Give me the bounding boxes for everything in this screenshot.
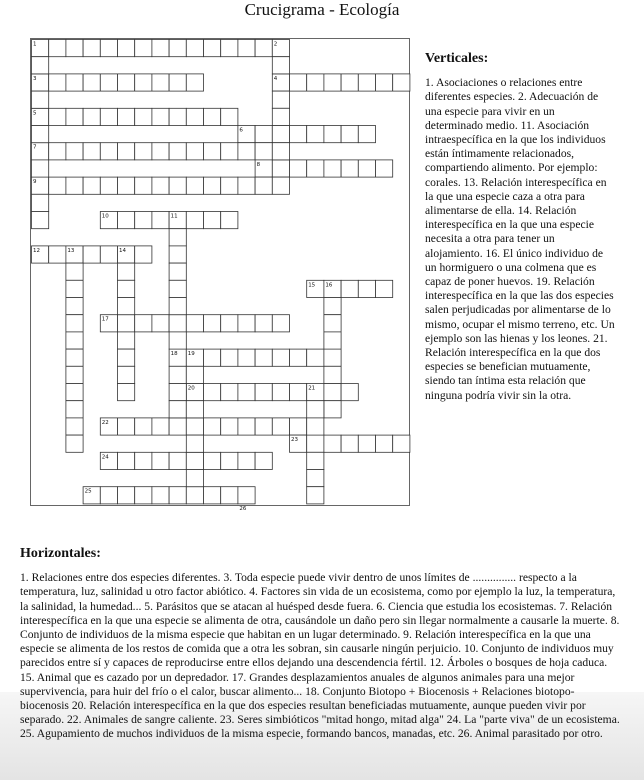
grid-cell[interactable] bbox=[49, 143, 66, 160]
grid-cell[interactable] bbox=[118, 349, 135, 366]
grid-cell[interactable] bbox=[66, 40, 83, 57]
clue-number: 20 bbox=[187, 385, 195, 392]
grid-cell[interactable] bbox=[358, 160, 375, 177]
grid-cell[interactable] bbox=[135, 487, 152, 504]
grid-cell[interactable] bbox=[169, 452, 186, 469]
grid-cell[interactable] bbox=[118, 452, 135, 469]
grid-cell[interactable] bbox=[324, 366, 341, 383]
grid-cell[interactable] bbox=[255, 143, 272, 160]
grid-cell[interactable] bbox=[358, 280, 375, 297]
clue-number: 23 bbox=[291, 437, 298, 444]
grid-cell[interactable] bbox=[186, 212, 203, 229]
grid-cell[interactable] bbox=[66, 280, 83, 297]
grid-cell[interactable] bbox=[186, 401, 203, 418]
grid-cell[interactable] bbox=[32, 194, 49, 211]
grid-cell[interactable] bbox=[152, 74, 169, 91]
grid-cell[interactable] bbox=[66, 435, 83, 452]
grid-cell[interactable] bbox=[49, 74, 66, 91]
grid-cell[interactable] bbox=[341, 384, 358, 401]
grid-cell[interactable] bbox=[255, 40, 272, 57]
grid-cell[interactable] bbox=[221, 177, 238, 194]
grid-cell[interactable] bbox=[32, 126, 49, 143]
grid-cell[interactable] bbox=[307, 418, 324, 435]
grid-cell[interactable] bbox=[169, 40, 186, 57]
grid-cell[interactable] bbox=[307, 470, 324, 487]
grid-cell[interactable] bbox=[118, 298, 135, 315]
grid-cell[interactable] bbox=[341, 160, 358, 177]
grid-cell[interactable] bbox=[118, 108, 135, 125]
grid-cell[interactable] bbox=[83, 143, 100, 160]
grid-cell[interactable] bbox=[204, 487, 221, 504]
grid-cell[interactable] bbox=[376, 160, 393, 177]
grid-cell[interactable] bbox=[255, 315, 272, 332]
grid-cell[interactable] bbox=[135, 74, 152, 91]
grid-cell[interactable] bbox=[290, 384, 307, 401]
clue-number: 10 bbox=[101, 213, 109, 220]
grid-cell[interactable] bbox=[169, 143, 186, 160]
grid-cell[interactable] bbox=[272, 177, 289, 194]
grid-cell[interactable] bbox=[204, 315, 221, 332]
grid-cell[interactable] bbox=[152, 143, 169, 160]
grid-cell[interactable] bbox=[238, 349, 255, 366]
grid-cell[interactable] bbox=[32, 212, 49, 229]
grid-cell[interactable] bbox=[152, 212, 169, 229]
grid-cell[interactable] bbox=[135, 40, 152, 57]
grid-cell[interactable] bbox=[152, 177, 169, 194]
grid-cell[interactable] bbox=[169, 74, 186, 91]
grid-cell[interactable] bbox=[100, 143, 117, 160]
grid-cell[interactable] bbox=[66, 143, 83, 160]
clue-number: 19 bbox=[187, 351, 195, 358]
grid-cell[interactable] bbox=[135, 108, 152, 125]
grid-cell[interactable] bbox=[238, 452, 255, 469]
grid-cell[interactable] bbox=[118, 74, 135, 91]
grid-cell[interactable] bbox=[169, 246, 186, 263]
grid-cell[interactable] bbox=[324, 298, 341, 315]
grid-cell[interactable] bbox=[100, 108, 117, 125]
grid-cell[interactable] bbox=[290, 160, 307, 177]
grid-cell[interactable] bbox=[186, 435, 203, 452]
clue-number: 21 bbox=[308, 385, 316, 392]
grid-cell[interactable] bbox=[255, 384, 272, 401]
grid-cell[interactable] bbox=[307, 401, 324, 418]
grid-cell[interactable] bbox=[186, 470, 203, 487]
grid-cell[interactable] bbox=[221, 384, 238, 401]
grid-cell[interactable] bbox=[307, 487, 324, 504]
grid-cell[interactable] bbox=[376, 280, 393, 297]
grid-cell[interactable] bbox=[255, 177, 272, 194]
grid-cell[interactable] bbox=[118, 418, 135, 435]
grid-cell[interactable] bbox=[324, 332, 341, 349]
grid-cell[interactable] bbox=[324, 384, 341, 401]
grid-cell[interactable] bbox=[118, 487, 135, 504]
grid-cell[interactable] bbox=[324, 401, 341, 418]
page-title: Crucigrama - Ecología bbox=[244, 0, 400, 19]
grid-cell[interactable] bbox=[135, 212, 152, 229]
clue-number: 15 bbox=[308, 282, 316, 289]
grid-cell[interactable] bbox=[272, 108, 289, 125]
clue-number: 22 bbox=[101, 419, 109, 426]
grid-cell[interactable] bbox=[324, 315, 341, 332]
grid-cell[interactable] bbox=[221, 143, 238, 160]
grid-cell[interactable] bbox=[66, 263, 83, 280]
grid-cell[interactable] bbox=[186, 177, 203, 194]
grid-cell[interactable] bbox=[358, 74, 375, 91]
clue-number: 16 bbox=[325, 282, 333, 289]
grid-cell[interactable] bbox=[272, 349, 289, 366]
grid-cell[interactable] bbox=[118, 384, 135, 401]
grid-cell[interactable] bbox=[83, 74, 100, 91]
grid-cell[interactable] bbox=[135, 143, 152, 160]
grid-cell[interactable] bbox=[100, 40, 117, 57]
grid-cell[interactable] bbox=[186, 315, 203, 332]
grid-cell[interactable] bbox=[83, 108, 100, 125]
clue-number: 4 bbox=[273, 75, 278, 82]
grid-cell[interactable] bbox=[186, 40, 203, 57]
clue-number: 25 bbox=[84, 488, 92, 495]
clue-number: 6 bbox=[239, 127, 243, 134]
grid-cell[interactable] bbox=[49, 108, 66, 125]
grid-cell[interactable] bbox=[32, 91, 49, 108]
grid-cell[interactable] bbox=[83, 246, 100, 263]
horizontal-clues bbox=[20, 547, 620, 742]
grid-cell[interactable] bbox=[169, 177, 186, 194]
grid-cell[interactable] bbox=[341, 435, 358, 452]
grid-cell[interactable] bbox=[186, 487, 203, 504]
clue-number: 26 bbox=[239, 505, 247, 512]
grid-cell[interactable] bbox=[272, 91, 289, 108]
grid-cell[interactable] bbox=[152, 315, 169, 332]
grid-cell[interactable] bbox=[169, 332, 186, 349]
grid-cell[interactable] bbox=[186, 366, 203, 383]
clue-number: 17 bbox=[101, 316, 109, 323]
grid-cell[interactable] bbox=[66, 332, 83, 349]
grid-cell[interactable] bbox=[66, 401, 83, 418]
grid-cell[interactable] bbox=[255, 349, 272, 366]
crossword-grid bbox=[30, 38, 410, 512]
grid-cell[interactable] bbox=[100, 74, 117, 91]
grid-cell[interactable] bbox=[186, 143, 203, 160]
grid-cell[interactable] bbox=[49, 246, 66, 263]
grid-cell[interactable] bbox=[221, 315, 238, 332]
vertical-heading: Verticales: bbox=[425, 51, 489, 66]
grid-cell[interactable] bbox=[152, 452, 169, 469]
clue-number: 3 bbox=[33, 75, 37, 82]
grid-cell[interactable] bbox=[204, 108, 221, 125]
grid-cell[interactable] bbox=[393, 435, 410, 452]
grid-cell[interactable] bbox=[169, 229, 186, 246]
grid-cell[interactable] bbox=[135, 246, 152, 263]
vertical-clues bbox=[425, 52, 615, 403]
grid-cell[interactable] bbox=[307, 349, 324, 366]
grid-cell[interactable] bbox=[221, 418, 238, 435]
grid-cell[interactable] bbox=[32, 57, 49, 74]
grid-cell[interactable] bbox=[152, 418, 169, 435]
clue-number: 18 bbox=[170, 351, 178, 358]
grid-cell[interactable] bbox=[238, 177, 255, 194]
vertical-clue-text: 1. Asociaciones o relaciones entre diferentes especies. 2. Adecuación de una especie para vivir en un determinado medio. 11. Asociación intraespecífica en la que los individuos están íntimamente relacionados, compartiendo alimento. Por ejemplo: corales. 13. Relación interespecífica en la que una especie caza a otra para alimentarse de ella. 14. Relación interespecífica en la que una especie necesita a otra para tener un alojamiento. 16. El único individuo de un hormiguero o una colmena que es capaz de poner huevos. 19. Relación interespecífica en la que las dos especies salen perjudicadas por alimentarse de lo mismo, ocupar el mismo terreno, etc. Un ejemplo son las hienas y los leones. 21. Relación interespecífica en la que dos especies se benefician mutuamente, siendo tan íntima esta relación que ninguna podría vivir sin la otra. bbox=[425, 76, 615, 402]
clue-number: 12 bbox=[33, 247, 40, 254]
grid-cell[interactable] bbox=[238, 143, 255, 160]
grid-cell[interactable] bbox=[118, 315, 135, 332]
grid-cell[interactable] bbox=[169, 401, 186, 418]
grid-cell[interactable] bbox=[238, 487, 255, 504]
grid-cell[interactable] bbox=[66, 418, 83, 435]
grid-cell[interactable] bbox=[221, 349, 238, 366]
grid-cell[interactable] bbox=[376, 74, 393, 91]
grid-cell[interactable] bbox=[204, 384, 221, 401]
clue-number: 5 bbox=[33, 110, 37, 117]
grid-cell[interactable] bbox=[238, 418, 255, 435]
grid-cell[interactable] bbox=[66, 74, 83, 91]
grid-cell[interactable] bbox=[66, 349, 83, 366]
clue-number: 8 bbox=[256, 161, 261, 168]
grid-cell[interactable] bbox=[307, 160, 324, 177]
grid-cell[interactable] bbox=[324, 435, 341, 452]
grid-cell[interactable] bbox=[255, 418, 272, 435]
grid-cell[interactable] bbox=[358, 126, 375, 143]
grid-cell[interactable] bbox=[169, 298, 186, 315]
grid-cell[interactable] bbox=[290, 418, 307, 435]
grid-cell[interactable] bbox=[307, 126, 324, 143]
grid-cell[interactable] bbox=[100, 246, 117, 263]
grid-cell[interactable] bbox=[358, 435, 375, 452]
grid-cell[interactable] bbox=[221, 212, 238, 229]
grid-cell[interactable] bbox=[118, 143, 135, 160]
grid-cell[interactable] bbox=[83, 177, 100, 194]
clue-number: 7 bbox=[33, 144, 37, 151]
grid-cell[interactable] bbox=[204, 418, 221, 435]
grid-cell[interactable] bbox=[221, 487, 238, 504]
grid-cell[interactable] bbox=[169, 384, 186, 401]
clue-number: 1 bbox=[33, 41, 37, 48]
grid-cell[interactable] bbox=[66, 298, 83, 315]
grid-cell[interactable] bbox=[290, 74, 307, 91]
grid-cell[interactable] bbox=[204, 143, 221, 160]
grid-cell[interactable] bbox=[221, 40, 238, 57]
grid-cell[interactable] bbox=[238, 384, 255, 401]
grid-cell[interactable] bbox=[272, 143, 289, 160]
grid-cell[interactable] bbox=[272, 384, 289, 401]
grid-cell[interactable] bbox=[324, 349, 341, 366]
grid-cell[interactable] bbox=[221, 452, 238, 469]
grid-cell[interactable] bbox=[307, 435, 324, 452]
clue-number: 2 bbox=[273, 41, 278, 48]
grid-cell[interactable] bbox=[204, 212, 221, 229]
crossword-grid-svg bbox=[31, 39, 411, 512]
grid-cell[interactable] bbox=[272, 57, 289, 74]
grid-cell[interactable] bbox=[272, 315, 289, 332]
grid-cell[interactable] bbox=[32, 160, 49, 177]
grid-cell[interactable] bbox=[307, 452, 324, 469]
grid-cell[interactable] bbox=[152, 108, 169, 125]
clue-number: 13 bbox=[67, 247, 75, 254]
grid-cell[interactable] bbox=[324, 74, 341, 91]
grid-cell[interactable] bbox=[152, 40, 169, 57]
grid-cell[interactable] bbox=[204, 349, 221, 366]
grid-cell[interactable] bbox=[118, 40, 135, 57]
grid-cell[interactable] bbox=[169, 108, 186, 125]
grid-cell[interactable] bbox=[376, 435, 393, 452]
clue-number: 24 bbox=[101, 454, 109, 461]
grid-cell[interactable] bbox=[186, 74, 203, 91]
grid-cell[interactable] bbox=[169, 366, 186, 383]
grid-cell[interactable] bbox=[49, 177, 66, 194]
grid-cell[interactable] bbox=[169, 487, 186, 504]
grid-cell[interactable] bbox=[341, 74, 358, 91]
grid-cell[interactable] bbox=[186, 108, 203, 125]
grid-cell[interactable] bbox=[66, 108, 83, 125]
grid-cell[interactable] bbox=[169, 418, 186, 435]
grid-cell[interactable] bbox=[324, 126, 341, 143]
horizontal-heading: Horizontales: bbox=[20, 546, 101, 561]
grid-cell[interactable] bbox=[49, 40, 66, 57]
grid-cell[interactable] bbox=[118, 280, 135, 297]
grid-cell[interactable] bbox=[238, 40, 255, 57]
grid-cell[interactable] bbox=[341, 126, 358, 143]
grid-cell[interactable] bbox=[118, 212, 135, 229]
grid-cell[interactable] bbox=[169, 315, 186, 332]
grid-cell[interactable] bbox=[204, 40, 221, 57]
grid-cell[interactable] bbox=[255, 126, 272, 143]
grid-cell[interactable] bbox=[307, 74, 324, 91]
grid-cell[interactable] bbox=[118, 366, 135, 383]
grid-cell[interactable] bbox=[169, 280, 186, 297]
grid-cell[interactable] bbox=[272, 126, 289, 143]
grid-cell[interactable] bbox=[135, 418, 152, 435]
grid-cell[interactable] bbox=[341, 280, 358, 297]
grid-cell[interactable] bbox=[135, 452, 152, 469]
grid-cell[interactable] bbox=[135, 177, 152, 194]
grid-cell[interactable] bbox=[221, 108, 238, 125]
grid-cell[interactable] bbox=[118, 263, 135, 280]
clue-number: 14 bbox=[119, 247, 126, 254]
grid-cell[interactable] bbox=[66, 366, 83, 383]
grid-cell[interactable] bbox=[290, 349, 307, 366]
grid-cell[interactable] bbox=[324, 160, 341, 177]
grid-cell[interactable] bbox=[135, 315, 152, 332]
grid-cell[interactable] bbox=[290, 126, 307, 143]
grid-cell[interactable] bbox=[169, 263, 186, 280]
grid-cell[interactable] bbox=[118, 177, 135, 194]
grid-cell[interactable] bbox=[100, 177, 117, 194]
horizontal-clue-text: 1. Relaciones entre dos especies diferentes. 3. Toda especie puede vivir dentro de unos límites de ............... respecto a la temperatura, luz, salinidad u otro factor abiótico. 4. Factores sin vida de un ecosistema, como por ejemplo la luz, la temperatura, la salinidad, la humedad... 5. Parásitos que se atacan al huésped desde fuera. 6. Ciencia que estudia los ecosistemas. 7. Relación interespecífica en la que una especie se alimenta de otra, causándole un daño pero sin llegar normalmente a causarle la muerte. 8. Conjunto de individuos de la misma especie que habitan en un lugar determinado. 9. Relación interespecífica en la que una especie se alimenta de los restos de comida que a otra les sobran, sin causarle ningún perjuicio. 10. Conjunto de individuos muy parecidos entre sí y capaces de reproducirse entre ellos dejando una descendencia fértil. 12. Árboles o bosques de hoja caduca. 15. Animal que es cazado por un depredador. 17. Grandes desplazamientos anuales de algunos animales para una mejor supervivencia, para huir del frío o el calor, buscar alimento... 18. Conjunto Biotopo + Biocenosis + Relaciones biotopo-biocenosis 20. Relación interespecífica en la que dos especies resultan beneficiadas mutuamente, aunque pueden vivir por separado. 22. Animales de sangre caliente. 23. Seres simbióticos "mitad hongo, mitad alga" 24. La "parte viva" de un ecosistema. 25. Agupamiento de muchos individuos de la misma especie, formando bancos, manadas, etc. 26. Animal parasitado por otro. bbox=[20, 571, 620, 741]
grid-cell[interactable] bbox=[66, 177, 83, 194]
grid-cell[interactable] bbox=[204, 177, 221, 194]
grid-cell[interactable] bbox=[66, 384, 83, 401]
grid-cell[interactable] bbox=[272, 160, 289, 177]
grid-cell[interactable] bbox=[83, 40, 100, 57]
grid-cell[interactable] bbox=[186, 452, 203, 469]
clue-number: 9 bbox=[33, 179, 37, 186]
grid-cell[interactable] bbox=[393, 74, 410, 91]
grid-cell[interactable] bbox=[238, 315, 255, 332]
grid-cell[interactable] bbox=[272, 418, 289, 435]
grid-cell[interactable] bbox=[255, 452, 272, 469]
grid-cell[interactable] bbox=[152, 487, 169, 504]
grid-cell[interactable] bbox=[66, 315, 83, 332]
grid-cell[interactable] bbox=[100, 487, 117, 504]
grid-cell[interactable] bbox=[186, 418, 203, 435]
clue-number: 11 bbox=[170, 213, 178, 220]
grid-cell[interactable] bbox=[118, 332, 135, 349]
grid-cell[interactable] bbox=[204, 452, 221, 469]
